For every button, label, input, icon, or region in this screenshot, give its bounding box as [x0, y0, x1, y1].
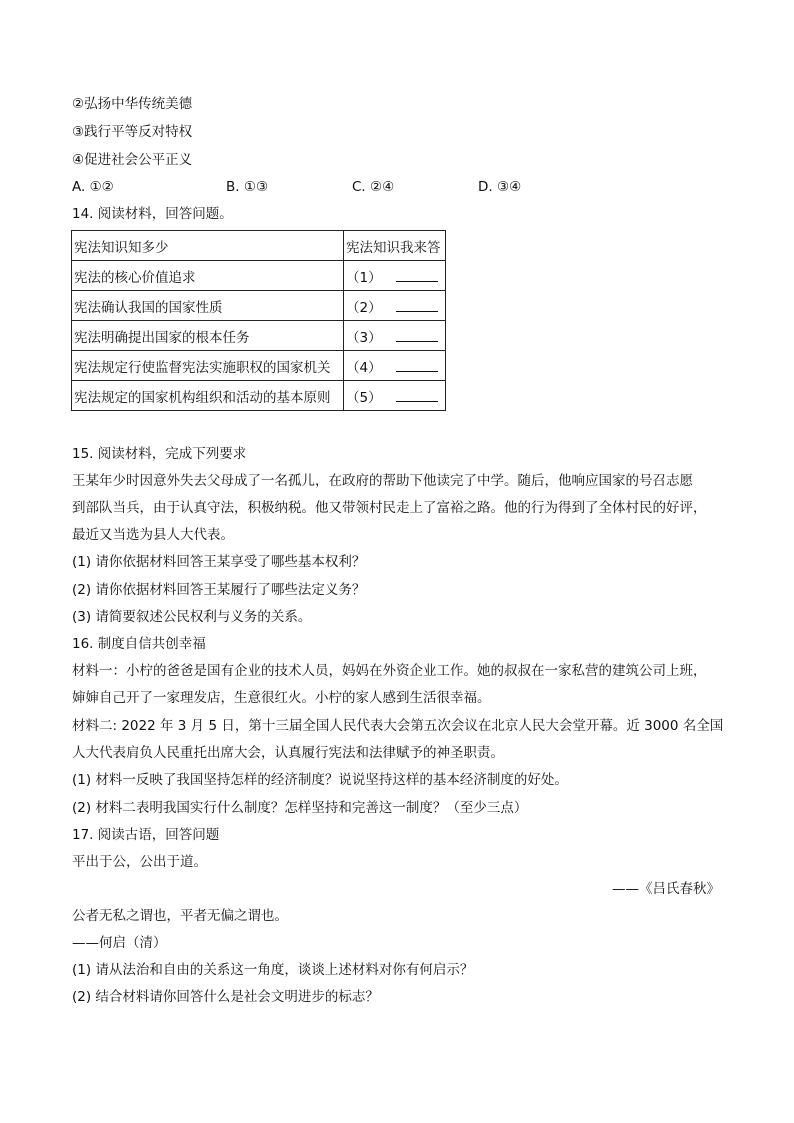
- table-cell-topic: 宪法明确提出国家的根本任务: [72, 321, 344, 351]
- answer-number: （1）: [346, 269, 382, 286]
- q13-option-b: B. ①③: [226, 179, 269, 195]
- answer-number: （5）: [346, 389, 382, 406]
- q17-question-2: (2) 结合材料请你回答什么是社会文明进步的标志？: [72, 989, 379, 1005]
- table-row: [72, 381, 446, 411]
- q15-question-3: (3) 请简要叙述公民权利与义务的关系。: [72, 609, 312, 625]
- q13-item-4: ④促进社会公平正义: [72, 152, 193, 168]
- table-header-cell: 宪法知识我来答: [344, 231, 446, 261]
- table-row: [72, 351, 446, 381]
- answer-blank[interactable]: [396, 389, 438, 402]
- q13-item-2: ②弘扬中华传统美德: [72, 96, 193, 112]
- table-cell-topic: 宪法规定的国家机构组织和活动的基本原则: [72, 381, 344, 411]
- table-cell-topic: 宪法确认我国的国家性质: [72, 291, 344, 321]
- table-cell-answer: [344, 321, 446, 351]
- q13-option-c: C. ②④: [352, 179, 395, 195]
- q17-quote-1: 平出于公，公出于道。: [72, 854, 207, 870]
- answer-number: （2）: [346, 299, 382, 316]
- table-row: [72, 261, 446, 291]
- table-row: [72, 291, 446, 321]
- q16-material-line: 材料二: 2022 年 3 月 5 日，第十三届全国人民代表大会第五次会议在北京人民大会堂开幕。近 3000 名全国: [72, 718, 724, 734]
- q16-question-1: (1) 材料一反映了我国坚持怎样的经济制度？说说坚持这样的基本经济制度的好处。: [72, 772, 568, 788]
- q16-question-2: (2) 材料二表明我国实行什么制度？怎样坚持和完善这一制度？（至少三点）: [72, 800, 528, 816]
- q15-material-line: 到部队当兵，由于认真守法，积极纳税。他又带领村民走上了富裕之路。他的行为得到了全体村民的好评，: [72, 500, 707, 516]
- q15-title: 15. 阅读材料，完成下列要求: [72, 446, 247, 462]
- table-cell-answer: [344, 381, 446, 411]
- q13-option-a: A. ①②: [72, 179, 114, 195]
- q14-title: 14. 阅读材料，回答问题。: [72, 206, 233, 222]
- q15-question-1: (1) 请你依据材料回答王某享受了哪些基本权利？: [72, 554, 366, 570]
- table-row: [72, 321, 446, 351]
- table-cell-answer: [344, 291, 446, 321]
- answer-blank[interactable]: [396, 359, 438, 372]
- q15-material-line: 最近又当选为县人大代表。: [72, 527, 234, 543]
- table-cell-answer: [344, 351, 446, 381]
- answer-number: （3）: [346, 329, 382, 346]
- q17-title: 17. 阅读古语，回答问题: [72, 827, 220, 843]
- q16-material-line: 材料一：小柠的爸爸是国有企业的技术人员，妈妈在外资企业工作。她的叔叔在一家私营的建筑公司上班，: [72, 663, 707, 679]
- q16-material-line: 人大代表肩负人民重托出席大会，认真履行宪法和法律赋予的神圣职责。: [72, 745, 504, 761]
- q13-option-d: D. ③④: [478, 179, 522, 195]
- table-cell-topic: 宪法的核心价值追求: [72, 261, 344, 291]
- q17-quote-2: 公者无私之谓也，平者无偏之谓也。: [72, 908, 288, 924]
- table-cell-answer: [344, 261, 446, 291]
- q17-source-2: ——何启（清）: [72, 935, 167, 951]
- q17-question-1: (1) 请从法治和自由的关系这一角度，谈谈上述材料对你有何启示？: [72, 962, 474, 978]
- answer-number: （4）: [346, 359, 382, 376]
- table-header-cell: 宪法知识知多少: [72, 231, 344, 261]
- q16-material-line: 婶婶自己开了一家理发店，生意很红火。小柠的家人感到生活很幸福。: [72, 690, 491, 706]
- q15-question-2: (2) 请你依据材料回答王某履行了哪些法定义务？: [72, 582, 366, 598]
- table-header-row: [72, 231, 446, 261]
- table-cell-topic: 宪法规定行使监督宪法实施职权的国家机关: [72, 351, 344, 381]
- answer-blank[interactable]: [396, 299, 438, 312]
- q17-source-1: ——《吕氏春秋》: [612, 881, 720, 897]
- q13-item-3: ③践行平等反对特权: [72, 124, 193, 140]
- q15-material-line: 王某年少时因意外失去父母成了一名孤儿，在政府的帮助下他读完了中学。随后，他响应国家的号召志愿: [72, 473, 693, 489]
- answer-blank[interactable]: [396, 269, 438, 282]
- q14-table: [71, 230, 446, 411]
- q16-title: 16. 制度自信共创幸福: [72, 636, 206, 652]
- answer-blank[interactable]: [396, 329, 438, 342]
